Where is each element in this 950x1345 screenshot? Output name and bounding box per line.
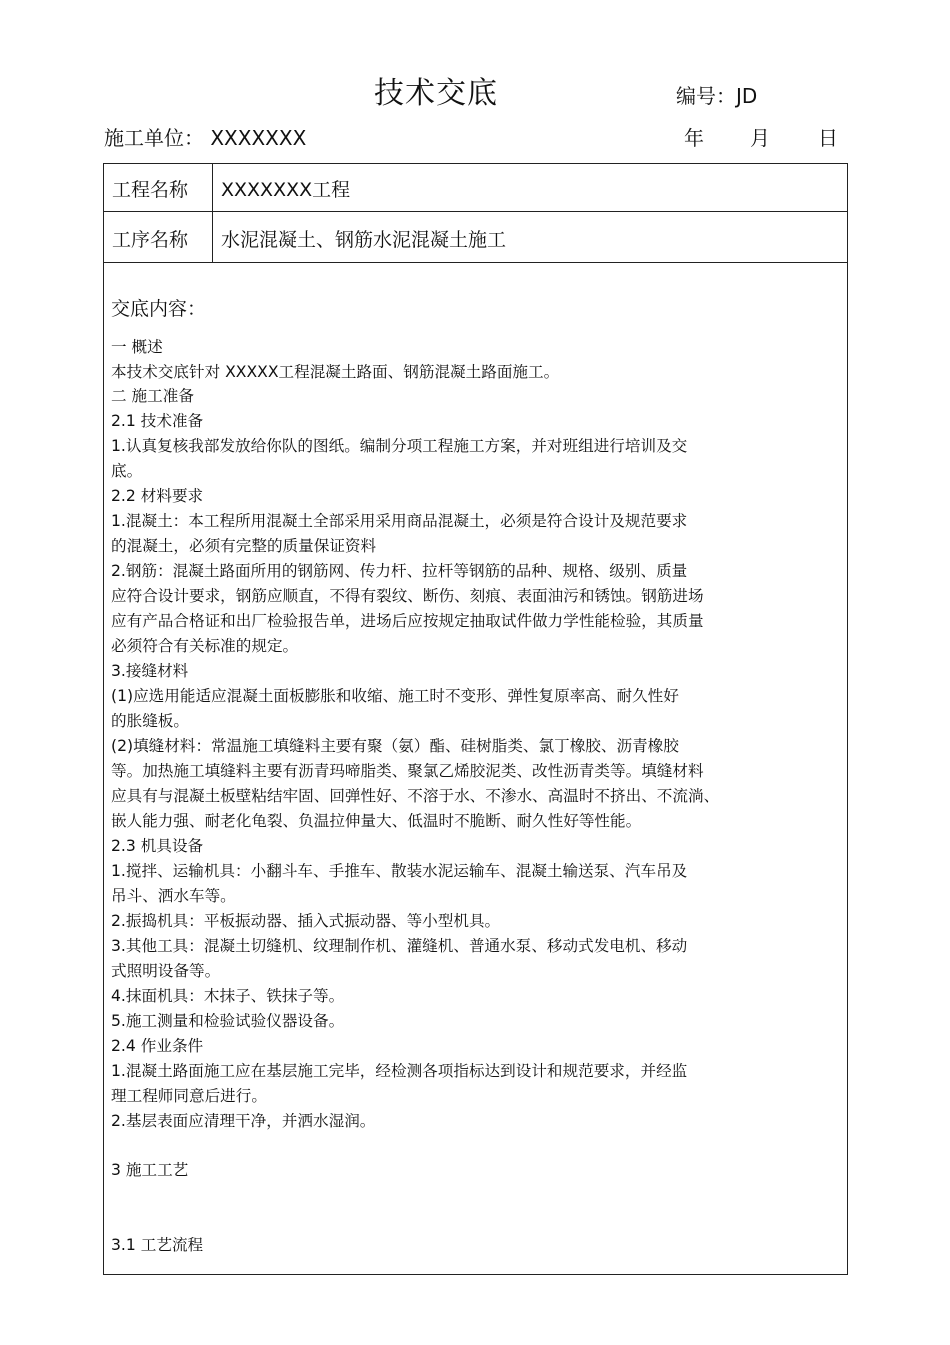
content-line: 二 施工准备	[111, 387, 194, 405]
construction-unit	[104, 122, 306, 151]
content-line: 等。加热施工填缝料主要有沥青玛啼脂类、聚氯乙烯胶泥类、改性沥青类等。填缝材料	[111, 762, 704, 780]
row-divider	[104, 211, 847, 212]
content-line: 一 概述	[111, 338, 163, 356]
content-line: 式照明设备等。	[111, 962, 221, 980]
content-line: 3 施工工艺	[111, 1161, 189, 1179]
content-line: 2.2 材料要求	[111, 487, 204, 505]
content-heading: 交底内容：	[111, 298, 207, 320]
content-line: 的胀缝板。	[111, 712, 189, 730]
content-line: 3.1 工艺流程	[111, 1236, 204, 1254]
content-line: 本技术交底针对 XXXXX工程混凝土路面、钢筋混凝土路面施工。	[111, 363, 560, 381]
content-line: 理工程师同意后进行。	[111, 1087, 267, 1105]
unit-value: XXXXXXX	[210, 126, 307, 150]
content-line: 2.4 作业条件	[111, 1037, 204, 1055]
project-name-value: XXXXXXX工程	[221, 179, 351, 201]
day-label: 日	[818, 126, 838, 150]
content-line: 应具有与混凝土板壁粘结牢固、回弹性好、不溶于水、不渗水、高温时不挤出、不流淌、	[111, 787, 720, 805]
content-line: 3.接缝材料	[111, 662, 189, 680]
content-line: 2.基层表面应清理干净，并洒水湿润。	[111, 1112, 376, 1130]
content-line: 1.认真复核我部发放给你队的图纸。编制分项工程施工方案，并对班组进行培训及交	[111, 437, 688, 455]
content-line: 1.混凝土路面施工应在基层施工完毕，经检测各项指标达到设计和规范要求，并经监	[111, 1062, 688, 1080]
unit-label: 施工单位：	[104, 126, 204, 150]
document-title: 技术交底	[374, 76, 498, 111]
process-name-label: 工序名称	[112, 229, 189, 251]
content-line: 1.混凝土：本工程所用混凝土全部采用采用商品混凝土，必须是符合设计及规范要求	[111, 512, 688, 530]
content-line: 2.3 机具设备	[111, 837, 204, 855]
row-divider	[104, 262, 847, 263]
disclosure-table	[103, 163, 848, 1275]
month-label: 月	[750, 126, 770, 150]
content-line: 必须符合有关标准的规定。	[111, 637, 299, 655]
content-line: (2)填缝材料：常温施工填缝料主要有聚（氨）酯、硅树脂类、氯丁橡胶、沥青橡胶	[111, 737, 679, 755]
content-line: 应有产品合格证和出厂检验报告单，进场后应按规定抽取试件做力学性能检验，其质量	[111, 612, 704, 630]
column-divider	[212, 164, 213, 262]
content-line: 4.抹面机具：木抹子、铁抹子等。	[111, 987, 345, 1005]
content-line: 1.搅拌、运输机具：小翻斗车、手推车、散装水泥运输车、混凝土输送泵、汽车吊及	[111, 862, 688, 880]
content-line: (1)应选用能适应混凝土面板膨胀和收缩、施工时不变形、弹性复原率高、耐久性好	[111, 687, 679, 705]
content-line: 吊斗、洒水车等。	[111, 887, 236, 905]
document-code	[676, 80, 757, 109]
content-line: 应符合设计要求，钢筋应顺直，不得有裂纹、断伤、刻痕、表面油污和锈蚀。钢筋进场	[111, 587, 704, 605]
content-line: 5.施工测量和检验试验仪器设备。	[111, 1012, 345, 1030]
year-label: 年	[684, 126, 704, 150]
project-name-label: 工程名称	[112, 179, 189, 201]
code-label: 编号：	[676, 84, 736, 108]
process-name-value: 水泥混凝土、钢筋水泥混凝土施工	[221, 229, 507, 251]
content-line: 3.其他工具：混凝土切缝机、纹理制作机、灌缝机、普通水泵、移动式发电机、移动	[111, 937, 688, 955]
code-value: JD	[736, 84, 758, 108]
content-line: 底。	[111, 462, 143, 480]
content-line: 2.1 技术准备	[111, 412, 204, 430]
content-line: 2.钢筋：混凝土路面所用的钢筋网、传力杆、拉杆等钢筋的品种、规格、级别、质量	[111, 562, 688, 580]
content-line: 2.振捣机具：平板振动器、插入式振动器、等小型机具。	[111, 912, 501, 930]
content-line: 的混凝土，必须有完整的质量保证资料	[111, 537, 377, 555]
content-line: 嵌人能力强、耐老化龟裂、负温拉伸量大、低温时不脆断、耐久性好等性能。	[111, 812, 642, 830]
